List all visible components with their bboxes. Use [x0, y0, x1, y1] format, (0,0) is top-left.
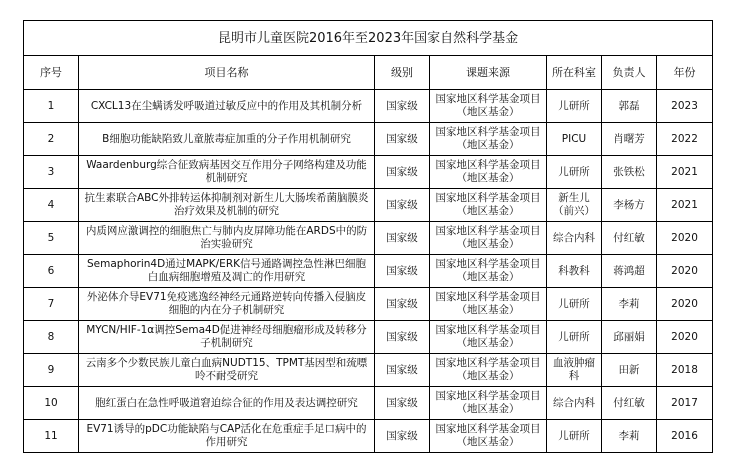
cell-source: 国家地区科学基金项目（地区基金） — [430, 420, 547, 453]
cell-index: 8 — [24, 321, 79, 354]
cell-leader: 郭磊 — [602, 90, 657, 123]
cell-department: 综合内科 — [547, 387, 602, 420]
cell-index: 5 — [24, 222, 79, 255]
cell-year: 2020 — [657, 321, 713, 354]
cell-year: 2021 — [657, 156, 713, 189]
cell-source: 国家地区科学基金项目（地区基金） — [430, 354, 547, 387]
cell-year: 2016 — [657, 420, 713, 453]
cell-source: 国家地区科学基金项目（地区基金） — [430, 255, 547, 288]
header-col-level: 级别 — [375, 56, 430, 90]
table-row — [24, 156, 713, 189]
cell-project-name: EV71诱导的pDC功能缺陷与CAP活化在危重症手足口病中的作用研究 — [79, 420, 375, 453]
cell-source: 国家地区科学基金项目（地区基金） — [430, 189, 547, 222]
cell-source: 国家地区科学基金项目（地区基金） — [430, 288, 547, 321]
cell-leader: 蒋鸿超 — [602, 255, 657, 288]
table-row — [24, 420, 713, 453]
cell-department: 儿研所 — [547, 90, 602, 123]
cell-index: 10 — [24, 387, 79, 420]
cell-year: 2020 — [657, 255, 713, 288]
cell-year: 2017 — [657, 387, 713, 420]
cell-department: 儿研所 — [547, 321, 602, 354]
cell-index: 9 — [24, 354, 79, 387]
cell-source: 国家地区科学基金项目（地区基金） — [430, 123, 547, 156]
cell-level: 国家级 — [375, 222, 430, 255]
table-row — [24, 90, 713, 123]
table-title: 昆明市儿童医院2016年至2023年国家自然科学基金 — [24, 21, 713, 56]
cell-year: 2020 — [657, 288, 713, 321]
header-col-source: 课题来源 — [430, 56, 547, 90]
cell-leader: 付红敏 — [602, 222, 657, 255]
cell-year: 2018 — [657, 354, 713, 387]
cell-source: 国家地区科学基金项目（地区基金） — [430, 90, 547, 123]
header-col-leader: 负责人 — [602, 56, 657, 90]
cell-level: 国家级 — [375, 354, 430, 387]
table-row — [24, 189, 713, 222]
cell-leader: 田新 — [602, 354, 657, 387]
cell-department: 科教科 — [547, 255, 602, 288]
cell-source: 国家地区科学基金项目（地区基金） — [430, 387, 547, 420]
cell-source: 国家地区科学基金项目（地区基金） — [430, 156, 547, 189]
cell-department: 综合内科 — [547, 222, 602, 255]
cell-department: 儿研所 — [547, 156, 602, 189]
cell-index: 7 — [24, 288, 79, 321]
cell-project-name: 外泌体介导EV71免疫逃逸经神经元通路逆转向传播入侵脑皮细胞的内在分子机制研究 — [79, 288, 375, 321]
cell-index: 3 — [24, 156, 79, 189]
header-col-index: 序号 — [24, 56, 79, 90]
cell-department: PICU — [547, 123, 602, 156]
table-row — [24, 123, 713, 156]
cell-level: 国家级 — [375, 387, 430, 420]
cell-level: 国家级 — [375, 288, 430, 321]
cell-project-name: 胞红蛋白在急性呼吸道窘迫综合征的作用及表达调控研究 — [79, 387, 375, 420]
cell-leader: 李莉 — [602, 288, 657, 321]
cell-source: 国家地区科学基金项目（地区基金） — [430, 321, 547, 354]
cell-leader: 邱丽娟 — [602, 321, 657, 354]
cell-department: 新生儿（前兴） — [547, 189, 602, 222]
cell-year: 2021 — [657, 189, 713, 222]
cell-source: 国家地区科学基金项目（地区基金） — [430, 222, 547, 255]
table-row — [24, 387, 713, 420]
table-row — [24, 222, 713, 255]
cell-year: 2023 — [657, 90, 713, 123]
cell-index: 4 — [24, 189, 79, 222]
cell-leader: 张铁松 — [602, 156, 657, 189]
header-row — [24, 56, 713, 90]
cell-level: 国家级 — [375, 123, 430, 156]
cell-index: 2 — [24, 123, 79, 156]
table-row — [24, 321, 713, 354]
cell-level: 国家级 — [375, 420, 430, 453]
table-row — [24, 288, 713, 321]
cell-index: 1 — [24, 90, 79, 123]
cell-project-name: 内质网应激调控的细胞焦亡与肺内皮屏障功能在ARDS中的防治实验研究 — [79, 222, 375, 255]
cell-leader: 李杨方 — [602, 189, 657, 222]
cell-project-name: Waardenburg综合征致病基因交互作用分子网络构建及功能机制研究 — [79, 156, 375, 189]
cell-project-name: B细胞功能缺陷致儿童脓毒症加重的分子作用机制研究 — [79, 123, 375, 156]
nsfc-projects-table — [23, 20, 713, 453]
cell-leader: 肖曙芳 — [602, 123, 657, 156]
cell-level: 国家级 — [375, 156, 430, 189]
cell-project-name: 云南多个少数民族儿童白血病NUDT15、TPMT基因型和巯嘌呤不耐受研究 — [79, 354, 375, 387]
cell-project-name: CXCL13在尘螨诱发呼吸道过敏反应中的作用及其机制分析 — [79, 90, 375, 123]
cell-project-name: Semaphorin4D通过MAPK/ERK信号通路调控急性淋巴细胞白血病细胞增殖及凋亡的作用研究 — [79, 255, 375, 288]
cell-level: 国家级 — [375, 90, 430, 123]
cell-level: 国家级 — [375, 321, 430, 354]
cell-leader: 付红敏 — [602, 387, 657, 420]
cell-project-name: 抗生素联合ABC外排转运体抑制剂对新生儿大肠埃希菌脑膜炎治疗效果及机制的研究 — [79, 189, 375, 222]
cell-index: 6 — [24, 255, 79, 288]
table-row — [24, 255, 713, 288]
cell-department: 血液肿瘤科 — [547, 354, 602, 387]
cell-level: 国家级 — [375, 255, 430, 288]
header-col-year: 年份 — [657, 56, 713, 90]
cell-leader: 李莉 — [602, 420, 657, 453]
cell-index: 11 — [24, 420, 79, 453]
cell-year: 2022 — [657, 123, 713, 156]
cell-department: 儿研所 — [547, 288, 602, 321]
cell-department: 儿研所 — [547, 420, 602, 453]
cell-project-name: MYCN/HIF-1α调控Sema4D促进神经母细胞瘤形成及转移分子机制研究 — [79, 321, 375, 354]
header-col-project-name: 项目名称 — [79, 56, 375, 90]
cell-level: 国家级 — [375, 189, 430, 222]
table-row — [24, 354, 713, 387]
header-col-department: 所在科室 — [547, 56, 602, 90]
cell-year: 2020 — [657, 222, 713, 255]
